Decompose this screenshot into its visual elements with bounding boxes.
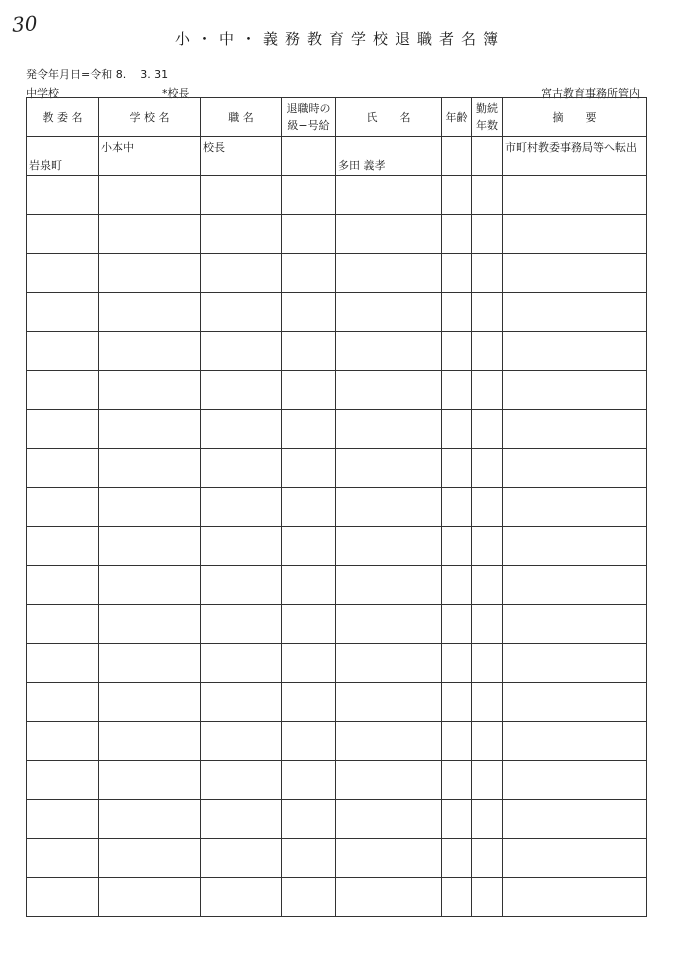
cell-name bbox=[336, 293, 442, 332]
cell-position bbox=[201, 254, 282, 293]
cell-years bbox=[472, 839, 503, 878]
cell-remarks bbox=[503, 566, 647, 605]
cell-school bbox=[99, 683, 201, 722]
cell-age bbox=[442, 878, 472, 917]
cell-board bbox=[27, 644, 99, 683]
empty-table-row bbox=[27, 410, 647, 449]
cell-years bbox=[472, 215, 503, 254]
empty-table-row bbox=[27, 605, 647, 644]
cell-years bbox=[472, 527, 503, 566]
cell-remarks bbox=[503, 449, 647, 488]
cell-position bbox=[201, 293, 282, 332]
cell-name bbox=[336, 761, 442, 800]
header-grade: 退職時の 級−号給 bbox=[282, 98, 336, 137]
cell-position bbox=[201, 878, 282, 917]
cell-remarks bbox=[503, 683, 647, 722]
cell-remarks bbox=[503, 800, 647, 839]
cell-grade bbox=[282, 878, 336, 917]
cell-name bbox=[336, 722, 442, 761]
empty-table-row bbox=[27, 371, 647, 410]
cell-remarks bbox=[503, 254, 647, 293]
cell-years bbox=[472, 644, 503, 683]
cell-age bbox=[442, 215, 472, 254]
cell-board bbox=[27, 254, 99, 293]
cell-school bbox=[99, 254, 201, 293]
cell-remarks bbox=[503, 605, 647, 644]
table-header-row bbox=[27, 98, 647, 137]
cell-board bbox=[27, 137, 99, 176]
cell-position bbox=[201, 644, 282, 683]
cell-school bbox=[99, 449, 201, 488]
table-row bbox=[27, 137, 647, 176]
cell-name bbox=[336, 137, 442, 176]
cell-name bbox=[336, 410, 442, 449]
cell-name bbox=[336, 566, 442, 605]
cell-board bbox=[27, 683, 99, 722]
cell-school bbox=[99, 644, 201, 683]
empty-table-row bbox=[27, 527, 647, 566]
position-value: 校長 bbox=[203, 141, 225, 154]
cell-grade bbox=[282, 410, 336, 449]
cell-name bbox=[336, 488, 442, 527]
cell-position bbox=[201, 371, 282, 410]
cell-name bbox=[336, 254, 442, 293]
cell-age bbox=[442, 566, 472, 605]
cell-remarks bbox=[503, 644, 647, 683]
cell-grade bbox=[282, 254, 336, 293]
school-value: 小本中 bbox=[101, 141, 134, 154]
cell-position bbox=[201, 761, 282, 800]
cell-grade bbox=[282, 293, 336, 332]
cell-grade bbox=[282, 137, 336, 176]
cell-remarks bbox=[503, 488, 647, 527]
empty-table-row bbox=[27, 761, 647, 800]
cell-remarks bbox=[503, 761, 647, 800]
cell-grade bbox=[282, 605, 336, 644]
empty-table-row bbox=[27, 566, 647, 605]
cell-name bbox=[336, 683, 442, 722]
cell-position bbox=[201, 839, 282, 878]
cell-position bbox=[201, 722, 282, 761]
cell-years bbox=[472, 293, 503, 332]
cell-name bbox=[336, 215, 442, 254]
board-value: 岩泉町 bbox=[29, 159, 62, 172]
cell-remarks bbox=[503, 527, 647, 566]
cell-school bbox=[99, 722, 201, 761]
cell-age bbox=[442, 761, 472, 800]
cell-school bbox=[99, 566, 201, 605]
cell-position bbox=[201, 332, 282, 371]
cell-grade bbox=[282, 488, 336, 527]
cell-school bbox=[99, 488, 201, 527]
empty-table-row bbox=[27, 293, 647, 332]
cell-board bbox=[27, 605, 99, 644]
cell-school bbox=[99, 527, 201, 566]
cell-school bbox=[99, 878, 201, 917]
retiree-table bbox=[26, 97, 647, 917]
cell-grade bbox=[282, 332, 336, 371]
cell-board bbox=[27, 800, 99, 839]
empty-table-row bbox=[27, 878, 647, 917]
cell-age bbox=[442, 605, 472, 644]
cell-years bbox=[472, 332, 503, 371]
cell-school bbox=[99, 410, 201, 449]
cell-school bbox=[99, 800, 201, 839]
cell-board bbox=[27, 371, 99, 410]
cell-name bbox=[336, 644, 442, 683]
cell-remarks bbox=[503, 722, 647, 761]
cell-name bbox=[336, 176, 442, 215]
cell-age bbox=[442, 332, 472, 371]
cell-remarks bbox=[503, 332, 647, 371]
cell-years bbox=[472, 800, 503, 839]
cell-grade bbox=[282, 371, 336, 410]
cell-remarks bbox=[503, 137, 647, 176]
cell-grade bbox=[282, 761, 336, 800]
header-name: 氏 名 bbox=[336, 98, 442, 137]
cell-age bbox=[442, 800, 472, 839]
cell-years bbox=[472, 488, 503, 527]
cell-board bbox=[27, 332, 99, 371]
cell-grade bbox=[282, 722, 336, 761]
cell-remarks bbox=[503, 878, 647, 917]
page-number: 30 bbox=[11, 11, 39, 37]
cell-school bbox=[99, 176, 201, 215]
cell-board bbox=[27, 761, 99, 800]
name-value: 多田 義孝 bbox=[338, 159, 386, 172]
cell-grade bbox=[282, 644, 336, 683]
cell-position bbox=[201, 800, 282, 839]
cell-school bbox=[99, 605, 201, 644]
cell-name bbox=[336, 332, 442, 371]
cell-name bbox=[336, 878, 442, 917]
document-title: 小・中・義務教育学校退職者名簿 bbox=[174, 30, 505, 48]
cell-school bbox=[99, 761, 201, 800]
cell-grade bbox=[282, 176, 336, 215]
header-remarks: 摘 要 bbox=[503, 98, 647, 137]
cell-position bbox=[201, 683, 282, 722]
cell-board bbox=[27, 410, 99, 449]
cell-years bbox=[472, 371, 503, 410]
cell-age bbox=[442, 371, 472, 410]
empty-table-row bbox=[27, 839, 647, 878]
header-board: 教 委 名 bbox=[27, 98, 99, 137]
cell-age bbox=[442, 293, 472, 332]
cell-board bbox=[27, 839, 99, 878]
cell-age bbox=[442, 137, 472, 176]
cell-years bbox=[472, 254, 503, 293]
cell-school bbox=[99, 137, 201, 176]
cell-grade bbox=[282, 800, 336, 839]
empty-table-row bbox=[27, 683, 647, 722]
cell-age bbox=[442, 488, 472, 527]
cell-grade bbox=[282, 839, 336, 878]
empty-table-row bbox=[27, 488, 647, 527]
cell-years bbox=[472, 683, 503, 722]
cell-name bbox=[336, 800, 442, 839]
cell-age bbox=[442, 254, 472, 293]
cell-grade bbox=[282, 566, 336, 605]
cell-years bbox=[472, 878, 503, 917]
education-office: 宮古教育事務所管内 bbox=[541, 87, 640, 100]
cell-name bbox=[336, 527, 442, 566]
empty-table-row bbox=[27, 215, 647, 254]
cell-grade bbox=[282, 527, 336, 566]
cell-name bbox=[336, 371, 442, 410]
header-age: 年齢 bbox=[442, 98, 472, 137]
cell-name bbox=[336, 839, 442, 878]
cell-position bbox=[201, 449, 282, 488]
cell-years bbox=[472, 137, 503, 176]
cell-age bbox=[442, 683, 472, 722]
cell-age bbox=[442, 644, 472, 683]
cell-board bbox=[27, 527, 99, 566]
header-years: 勤続 年数 bbox=[472, 98, 503, 137]
cell-school bbox=[99, 332, 201, 371]
empty-table-row bbox=[27, 254, 647, 293]
cell-position bbox=[201, 137, 282, 176]
cell-school bbox=[99, 293, 201, 332]
cell-board bbox=[27, 449, 99, 488]
cell-age bbox=[442, 839, 472, 878]
cell-years bbox=[472, 761, 503, 800]
cell-years bbox=[472, 566, 503, 605]
cell-position bbox=[201, 566, 282, 605]
cell-board bbox=[27, 566, 99, 605]
cell-years bbox=[472, 410, 503, 449]
cell-position bbox=[201, 605, 282, 644]
cell-school bbox=[99, 215, 201, 254]
cell-age bbox=[442, 176, 472, 215]
school-type: 中学校 bbox=[26, 87, 59, 100]
cell-position bbox=[201, 176, 282, 215]
cell-position bbox=[201, 488, 282, 527]
cell-name bbox=[336, 449, 442, 488]
empty-table-row bbox=[27, 449, 647, 488]
position-filter: *校長 bbox=[162, 87, 190, 100]
cell-board bbox=[27, 722, 99, 761]
empty-table-row bbox=[27, 800, 647, 839]
header-position: 職 名 bbox=[201, 98, 282, 137]
cell-name bbox=[336, 605, 442, 644]
cell-board bbox=[27, 293, 99, 332]
cell-remarks bbox=[503, 371, 647, 410]
cell-grade bbox=[282, 449, 336, 488]
cell-years bbox=[472, 605, 503, 644]
header-school: 学 校 名 bbox=[99, 98, 201, 137]
cell-years bbox=[472, 176, 503, 215]
empty-table-row bbox=[27, 722, 647, 761]
cell-school bbox=[99, 839, 201, 878]
cell-board bbox=[27, 878, 99, 917]
empty-table-row bbox=[27, 332, 647, 371]
cell-years bbox=[472, 722, 503, 761]
empty-table-row bbox=[27, 176, 647, 215]
cell-board bbox=[27, 488, 99, 527]
empty-table-row bbox=[27, 644, 647, 683]
cell-remarks bbox=[503, 293, 647, 332]
cell-years bbox=[472, 449, 503, 488]
cell-age bbox=[442, 410, 472, 449]
cell-position bbox=[201, 215, 282, 254]
cell-age bbox=[442, 449, 472, 488]
cell-age bbox=[442, 722, 472, 761]
cell-school bbox=[99, 371, 201, 410]
cell-remarks bbox=[503, 176, 647, 215]
cell-grade bbox=[282, 215, 336, 254]
cell-grade bbox=[282, 683, 336, 722]
cell-position bbox=[201, 410, 282, 449]
cell-age bbox=[442, 527, 472, 566]
issue-date: 発令年月日=令和 8. 3. 31 bbox=[26, 68, 169, 81]
cell-remarks bbox=[503, 215, 647, 254]
cell-board bbox=[27, 176, 99, 215]
cell-position bbox=[201, 527, 282, 566]
cell-remarks bbox=[503, 410, 647, 449]
remarks-value: 市町村教委事務局等へ転出 bbox=[505, 141, 637, 154]
cell-board bbox=[27, 215, 99, 254]
cell-remarks bbox=[503, 839, 647, 878]
